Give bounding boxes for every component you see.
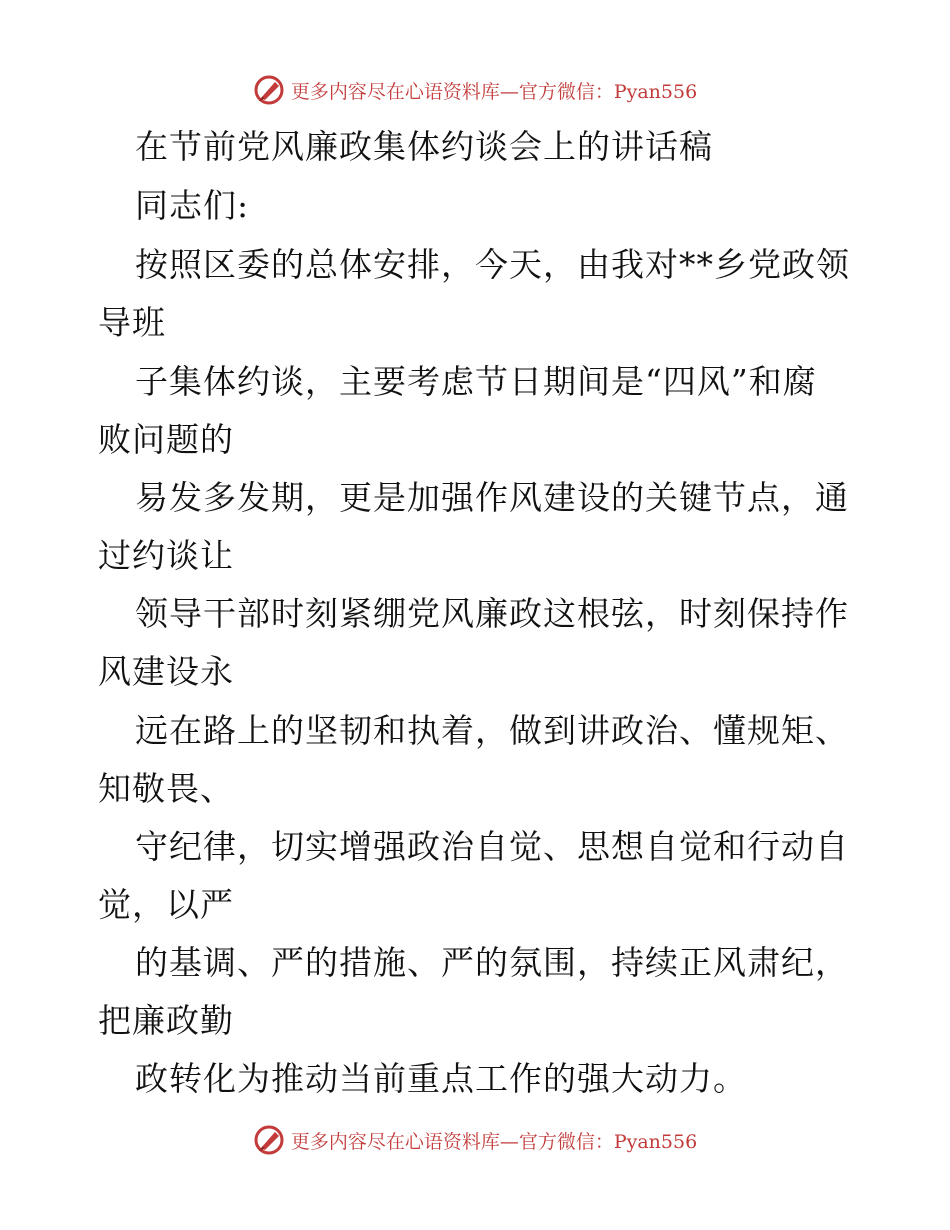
watermark-text: 更多内容尽在心语资料库—官方微信：Pyan556 — [290, 80, 698, 103]
salutation: 同志们: — [135, 186, 250, 225]
text-line: 子集体约谈，主要考虑节日期间是“四风”和腐 — [135, 362, 817, 401]
text-line: 远在路上的坚韧和执着，做到讲政治、懂规矩、 — [135, 711, 849, 750]
pen-logo-icon — [253, 1124, 285, 1156]
text-line: 的基调、严的措施、严的氛围，持续正风肃纪， — [135, 943, 849, 982]
text-line: 败问题的 — [98, 420, 234, 459]
watermark-footer — [0, 1120, 950, 1160]
text-line: 领导干部时刻紧绷党风廉政这根弦，时刻保持作 — [135, 594, 849, 633]
text-line: 易发多发期，更是加强作风建设的关键节点，通 — [135, 478, 849, 517]
document-title: 在节前党风廉政集体约谈会上的讲话稿 — [135, 127, 713, 166]
text-line: 导班 — [98, 303, 166, 342]
text-line: 政转化为推动当前重点工作的强大动力。 — [135, 1059, 747, 1098]
text-line: 风建设永 — [98, 652, 234, 691]
text-line: 知敬畏、 — [98, 769, 234, 808]
watermark-text: 更多内容尽在心语资料库—官方微信：Pyan556 — [290, 1130, 698, 1153]
text-line: 把廉政勤 — [98, 1001, 234, 1040]
text-line: 觉，以严 — [98, 885, 234, 924]
watermark-header — [0, 70, 950, 110]
text-line: 守纪律，切实增强政治自觉、思想自觉和行动自 — [135, 827, 849, 866]
text-line: 过约谈让 — [98, 536, 234, 575]
pen-logo-icon — [253, 74, 285, 106]
text-line: 按照区委的总体安排，今天，由我对**乡党政领 — [135, 245, 850, 284]
